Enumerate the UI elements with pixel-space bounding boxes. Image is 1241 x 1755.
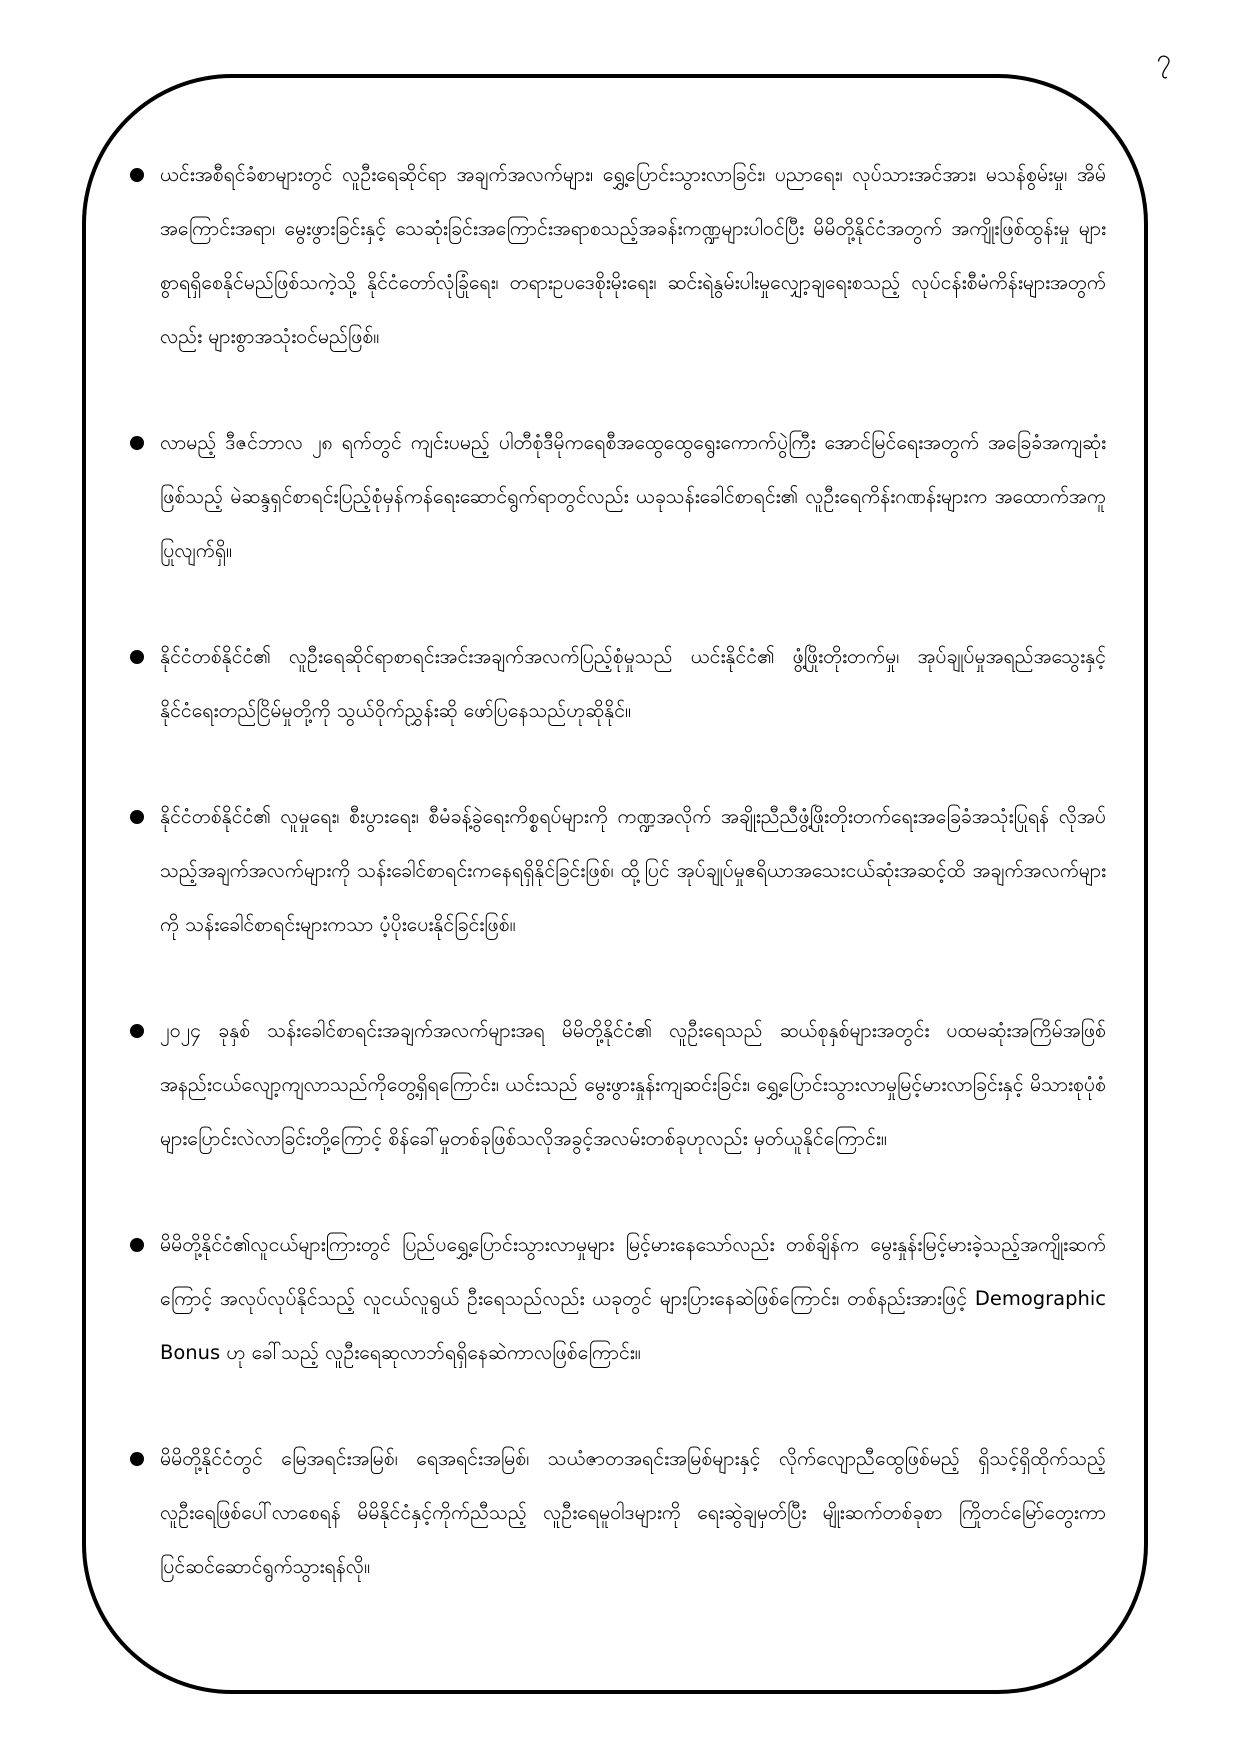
- bullet-text: လာမည့် ဒီဇင်ဘာလ ၂၈ ရက်တွင် ကျင်းပမည့် ပါတီစုံဒီမိုကရေစီအထွေထွေရွေးကောက်ပွဲကြီး အောင်မြင်ရေးအတွက် အခြေခံအကျဆုံးဖြစ်သည့် မဲဆန္ဒရှင်စာရင်းပြည့်စုံမှန်ကန်ရေးဆောင်ရွက်ရာတွင်လည်း ယခုသန်းခေါင်စာရင်း၏ လူဦးရေကိန်းဂဏန်းများက အထောက်အကူပြုလျက်ရှိ။: [160, 431, 1106, 562]
- bullet-list: [130, 148, 1106, 1628]
- bullet-text: မိမိတို့နိုင်ငံတွင် မြေအရင်းအမြစ်၊ ရေအရင်းအမြစ်၊ သယံဇာတအရင်းအမြစ်များနှင့် လိုက်လျောညီထွေဖြစ်မည့် ရှိသင့်ရှိထိုက်သည့် လူဦးရေဖြစ်ပေါ်လာစေရန် မိမိနိုင်ငံနှင့်ကိုက်ညီသည့် လူဦးရေမူဝါဒများကို ရေးဆွဲချမှတ်ပြီး မျိုးဆက်တစ်ခုစာ ကြိုတင်မြော်တွေးကာ ပြင်ဆင်ဆောင်ရွက်သွားရန်လို။: [160, 1447, 1106, 1578]
- bullet-text: ယင်းအစီရင်ခံစာများတွင် လူဦးရေဆိုင်ရာ အချက်အလက်များ၊ ရွှေ့ပြောင်းသွားလာခြင်း၊ ပညာရေး၊ လုပ်သားအင်အား၊ မသန်စွမ်းမှု၊ အိမ်အကြောင်းအရာ၊ မွေးဖွားခြင်းနှင့် သေဆုံးခြင်းအကြောင်းအရာစသည့်အခန်းကဏ္ဍများပါဝင်ပြီး မိမိတို့နိုင်ငံအတွက် အကျိုးဖြစ်ထွန်းမှု များစွာရရှိစေနိုင်မည်ဖြစ်သကဲ့သို့ နိုင်ငံတော်လုံခြုံရေး၊ တရားဥပဒေစိုးမိုးရေး၊ ဆင်းရဲနွမ်းပါးမှုလျှော့ချရေးစသည့် လုပ်ငန်းစီမံကိန်းများအတွက်လည်း များစွာအသုံးဝင်မည်ဖြစ်။: [160, 163, 1106, 348]
- bullet-text: ၂၀၂၄ ခုနှစ် သန်းခေါင်စာရင်းအချက်အလက်များအရ မိမိတို့နိုင်ငံ၏ လူဦးရေသည် ဆယ်စုနှစ်များအတွင်း ပထမဆုံးအကြိမ်အဖြစ် အနည်းငယ်လျော့ကျလာသည်ကိုတွေ့ရှိရကြောင်း၊ ယင်းသည် မွေးဖွားနှုန်းကျဆင်းခြင်း၊ ရွှေ့ပြောင်းသွားလာမှုမြင့်မားလာခြင်းနှင့် မိသားစုပုံစံများပြောင်းလဲလာခြင်းတို့ကြောင့် စိန်ခေါ်မှုတစ်ခုဖြစ်သလိုအခွင့်အလမ်းတစ်ခုဟုလည်း မှတ်ယူနိုင်ကြောင်း။: [160, 1019, 1106, 1150]
- bullet-text: နိုင်ငံတစ်နိုင်ငံ၏ လူမှုရေး၊ စီးပွားရေး၊ စီမံခန့်ခွဲရေးကိစ္စရပ်များကို ကဏ္ဍအလိုက် အချိုးညီညီဖွံ့ဖြိုးတိုးတက်ရေးအခြေခံအသုံးပြုရန် လိုအပ်သည့်အချက်အလက်များကို သန်းခေါင်စာရင်းကနေရရှိနိုင်ခြင်းဖြစ်၊ ထို့ပြင် အုပ်ချုပ်မှုဧရိယာအသေးငယ်ဆုံးအဆင့်ထိ အချက်အလက်များကို သန်းခေါင်စာရင်းများကသာ ပံ့ပိုးပေးနိုင်ခြင်းဖြစ်။: [160, 805, 1106, 936]
- bullet-dot-icon: [130, 436, 144, 450]
- bullet-item: [130, 1218, 1106, 1380]
- bullet-item: [130, 630, 1106, 738]
- bullet-item: [130, 148, 1106, 364]
- bullet-text: မိမိတို့နိုင်ငံ၏လူငယ်များကြားတွင် ပြည်ပရွှေ့ပြောင်းသွားလာမှုများ မြင့်မားနေသော်လည်း တစ်ချိန်က မွေးနှုန်းမြင့်မားခဲ့သည့်အကျိုးဆက်ကြောင့် အလုပ်လုပ်နိုင်သည့် လူငယ်လူရွယ် ဦးရေသည်လည်း ယခုတွင် များပြားနေဆဲဖြစ်ကြောင်း၊ တစ်နည်းအားဖြင့် Demographic Bonus ဟု ခေါ်သည့် လူဦးရေဆုလာဘ်ရရှိနေဆဲကာလဖြစ်ကြောင်း။: [160, 1233, 1106, 1364]
- bullet-dot-icon: [130, 650, 144, 664]
- bullet-dot-icon: [130, 1238, 144, 1252]
- bullet-dot-icon: [130, 168, 144, 182]
- bullet-item: [130, 790, 1106, 952]
- bullet-dot-icon: [130, 1452, 144, 1466]
- bullet-item: [130, 1004, 1106, 1166]
- bullet-item: [130, 416, 1106, 578]
- page-number: ၇: [1156, 44, 1171, 74]
- bullet-dot-icon: [130, 1024, 144, 1038]
- bullet-dot-icon: [130, 810, 144, 824]
- bullet-item: [130, 1432, 1106, 1594]
- bullet-text: နိုင်ငံတစ်နိုင်ငံ၏ လူဦးရေဆိုင်ရာစာရင်းအင်းအချက်အလက်ပြည့်စုံမှုသည် ယင်းနိုင်ငံ၏ ဖွံ့ဖြိုးတိုးတက်မှု၊ အုပ်ချုပ်မှုအရည်အသွေးနှင့် နိုင်ငံရေးတည်ငြိမ်မှုတို့ကို သွယ်ဝိုက်ညွှန်းဆို ဖော်ပြနေသည်ဟုဆိုနိုင်။: [160, 645, 1106, 722]
